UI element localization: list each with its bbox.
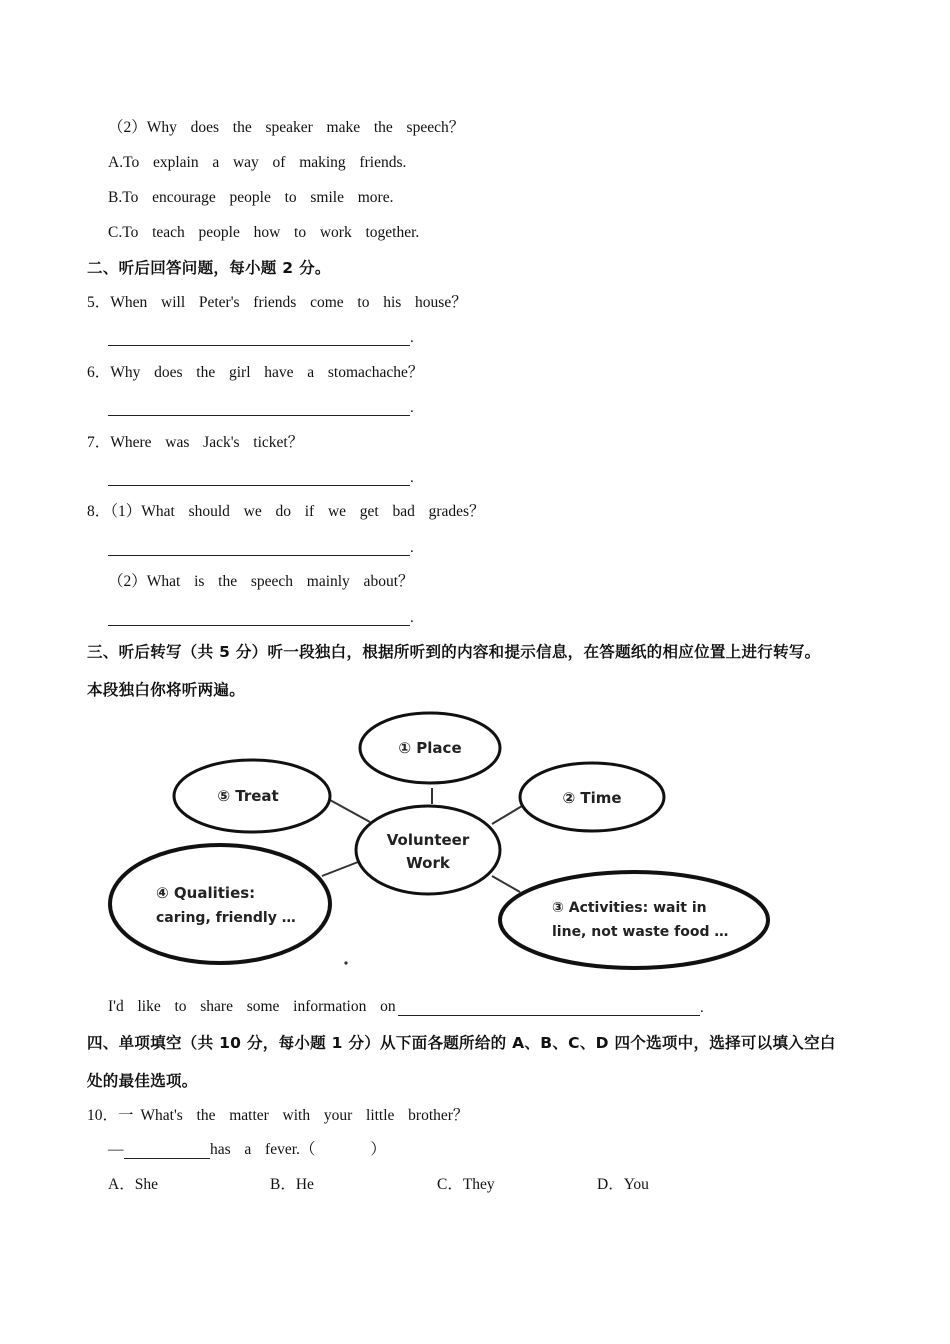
share-prompt: I'd like to share some information on bbox=[108, 998, 396, 1015]
connector-qualities bbox=[322, 862, 358, 876]
activities-label-line1: ③ Activities: wait in bbox=[552, 900, 707, 916]
treat-label: ⑤ Treat bbox=[217, 787, 279, 805]
activities-node bbox=[500, 872, 768, 968]
q5-answer-blank[interactable] bbox=[108, 345, 410, 346]
q10-option-b[interactable]: B．He bbox=[270, 1176, 314, 1193]
share-period: . bbox=[700, 1000, 704, 1016]
q5-period: . bbox=[410, 330, 414, 346]
qualities-label-line2: caring, friendly … bbox=[156, 910, 296, 926]
q8-1-question: 8．（1）What should we do if we get bad grades？ bbox=[87, 503, 485, 520]
q6-question: 6．Why does the girl have a stomachache？ bbox=[87, 364, 424, 381]
q7-answer-blank[interactable] bbox=[108, 485, 410, 486]
q7-question: 7．Where was Jack's ticket？ bbox=[87, 434, 304, 451]
section3-heading-line2: 本段独白你将听两遍。 bbox=[87, 681, 246, 699]
section4-heading-line2: 处的最佳选项。 bbox=[87, 1072, 198, 1090]
volunteer-work-mindmap bbox=[108, 708, 774, 970]
q8-2-answer-blank[interactable] bbox=[108, 625, 410, 626]
q10-answer-blank[interactable] bbox=[124, 1158, 210, 1159]
q10-question: 10．一 What's the matter with your little brother？ bbox=[87, 1107, 469, 1124]
activities-label-line2: line, not waste food … bbox=[552, 924, 729, 940]
share-answer-blank[interactable] bbox=[398, 1015, 700, 1016]
q4-2-option-b[interactable]: B.To encourage people to smile more. bbox=[108, 189, 394, 206]
connector-activities bbox=[492, 876, 520, 892]
section4-heading-line1: 四、单项填空（共 10 分，每小题 1 分）从下面各题所给的 A、B、C、D 四个选项中，选择可以填入空白 bbox=[87, 1034, 836, 1052]
q8-1-answer-blank[interactable] bbox=[108, 555, 410, 556]
q10-answer-dash: — bbox=[108, 1141, 124, 1158]
q4-2-option-a[interactable]: A.To explain a way of making friends. bbox=[108, 154, 407, 171]
q6-period: . bbox=[410, 400, 414, 416]
time-label: ② Time bbox=[562, 789, 622, 807]
q7-period: . bbox=[410, 470, 414, 486]
q8-2-period: . bbox=[410, 610, 414, 626]
scan-speck bbox=[344, 961, 347, 964]
qualities-label-line1: ④ Qualities: bbox=[156, 884, 256, 902]
q8-1-period: . bbox=[410, 540, 414, 556]
q10-answer-rest: has a fever.（ ） bbox=[210, 1141, 386, 1158]
connector-time bbox=[492, 806, 522, 824]
section3-heading-line1: 三、听后转写（共 5 分）听一段独白，根据所听到的内容和提示信息，在答题纸的相应位置上进行转写。 bbox=[87, 643, 821, 661]
center-label-line1: Volunteer bbox=[386, 831, 470, 849]
q10-option-d[interactable]: D．You bbox=[597, 1176, 649, 1193]
center-label-line2: Work bbox=[406, 854, 450, 872]
place-label: ① Place bbox=[398, 739, 462, 757]
q5-question: 5．When will Peter's friends come to his house？ bbox=[87, 294, 467, 311]
q4-2-option-c[interactable]: C.To teach people how to work together. bbox=[108, 224, 420, 241]
q6-answer-blank[interactable] bbox=[108, 415, 410, 416]
q10-option-a[interactable]: A．She bbox=[108, 1176, 158, 1193]
q8-2-question: （2）What is the speech mainly about？ bbox=[108, 573, 414, 590]
section2-heading: 二、听后回答问题，每小题 2 分。 bbox=[87, 259, 331, 277]
center-node bbox=[356, 806, 500, 894]
q10-option-c[interactable]: C．They bbox=[437, 1176, 495, 1193]
connector-treat bbox=[330, 800, 370, 822]
qualities-node bbox=[110, 845, 330, 963]
q4-2-question: （2）Why does the speaker make the speech？ bbox=[108, 119, 465, 136]
